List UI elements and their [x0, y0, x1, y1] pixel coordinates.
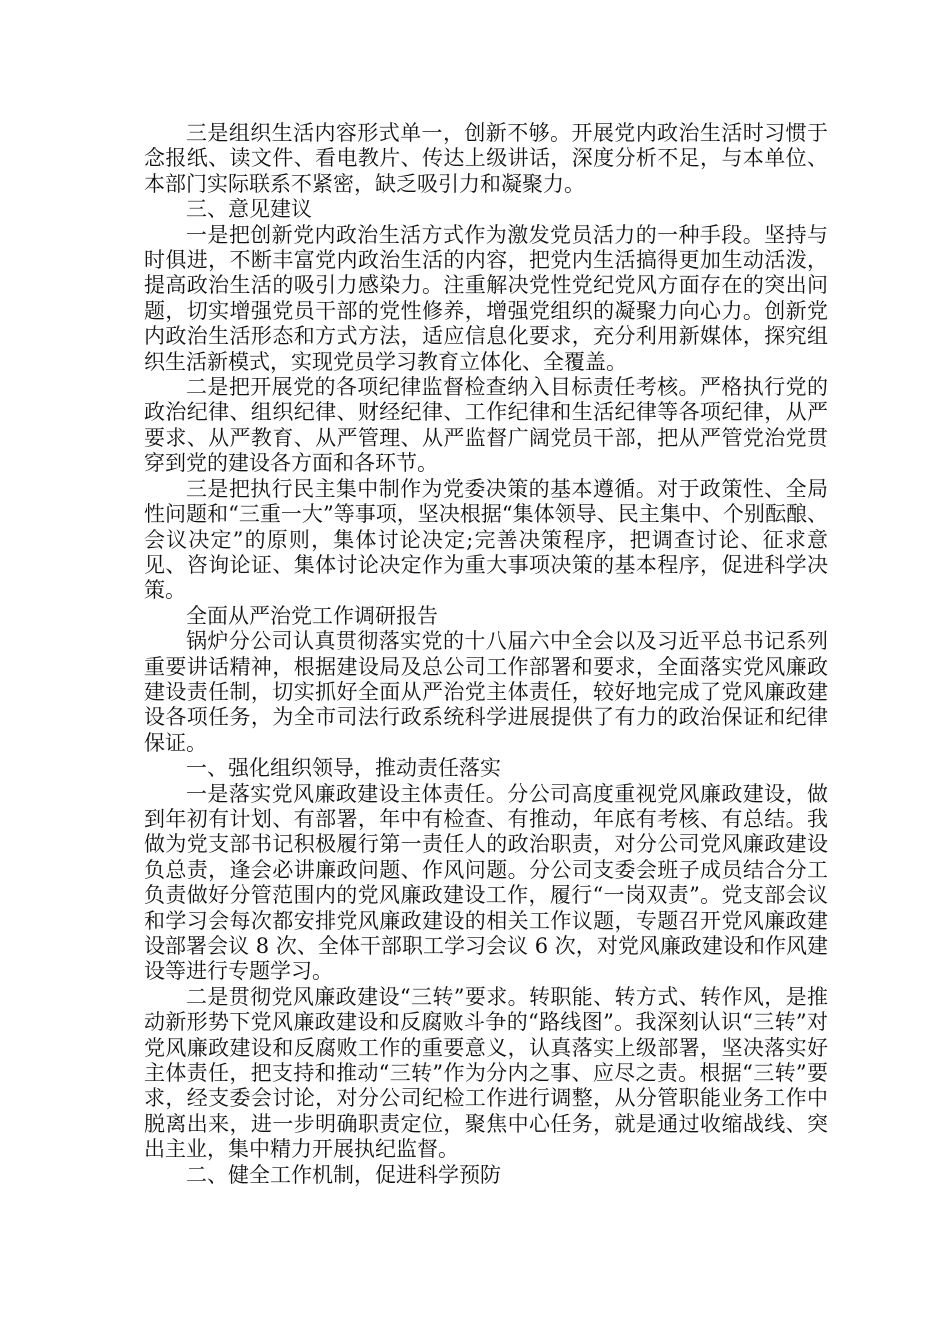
paragraph: 三是组织生活内容形式单一，创新不够。开展党内政治生活时习惯于念报纸、读文件、看电教片、传达上级讲话，深度分析不足，与本单位、本部门实际联系不紧密，缺乏吸引力和凝聚力。 — [144, 121, 828, 196]
paragraph: 锅炉分公司认真贯彻落实党的十八届六中全会以及习近平总书记系列重要讲话精神，根据建设局及总公司工作部署和要求，全面落实党风廉政建设责任制，切实抓好全面从严治党主体责任，较好地完成了党风廉政建设各项任务，为全市司法行政系统科学进展提供了有力的政治保证和纪律保证。 — [144, 629, 828, 755]
paragraph: 三是把执行民主集中制作为党委决策的基本遵循。对于政策性、全局性问题和“三重一大”等事项，坚决根据“集体领导、民主集中、个别酝酿、会议决定”的原则，集体讨论决定;完善决策程序，把调查讨论、征求意见、咨询论证、集体讨论决定作为重大事项决策的基本程序，促进科学决策。 — [144, 476, 828, 603]
paragraph: 一是落实党风廉政建设主体责任。分公司高度重视党风廉政建设，做到年初有计划、有部署，年中有检查、有推动，年底有考核、有总结。我做为党支部书记积极履行第一责任人的政治职责，对分公司党风廉政建设负总责，逢会必讲廉政问题、作风问题。分公司支委会班子成员结合分工负责做好分管范围内的党风廉政建设工作，履行“一岗双责”。党支部会议和学习会每次都安排党风廉政建设的相关工作议题，专题召开党风廉政建设部署会议 8 次、全体干部职工学习会议 6 次，对党风廉政建设和作风建设等进行专题学习。 — [144, 781, 828, 984]
paragraph: 二是贯彻党风廉政建设“三转”要求。转职能、转方式、转作风，是推动新形势下党风廉政建设和反腐败斗争的“路线图”。我深刻认识“三转”对党风廉政建设和反腐败工作的重要意义，认真落实上级部署，坚决落实好主体责任，把支持和推动“三转”作为分内之事、应尽之责。根据“三转”要求，经支委会讨论，对分公司纪检工作进行调整，从分管职能业务工作中脱离出来，进一步明确职责定位，聚焦中心任务，就是通过收缩战线、突出主业，集中精力开展执纪监督。 — [144, 984, 828, 1162]
paragraph: 一是把创新党内政治生活方式作为激发党员活力的一种手段。坚持与时俱进，不断丰富党内政治生活的内容，把党内生活搞得更加生动活泼，提高政治生活的吸引力感染力。注重解决党性党纪党风方面存在的突出问题，切实增强党员干部的党性修养，增强党组织的凝聚力向心力。创新党内政治生活形态和方式方法，适应信息化要求，充分利用新媒体，探究组织生活新模式，实现党员学习教育立体化、全覆盖。 — [144, 222, 828, 374]
paragraph: 二是把开展党的各项纪律监督检查纳入目标责任考核。严格执行党的政治纪律、组织纪律、财经纪律、工作纪律和生活纪律等各项纪律，从严要求、从严教育、从严管理、从严监督广阔党员干部，把从严管党治党贯穿到党的建设各方面和各环节。 — [144, 375, 828, 476]
section-heading: 一、强化组织领导，推动责任落实 — [186, 756, 501, 781]
section-heading: 三、意见建议 — [186, 197, 312, 222]
report-title: 全面从严治党工作调研报告 — [186, 603, 438, 628]
document-page — [144, 121, 828, 1188]
section-heading: 二、健全工作机制，促进科学预防 — [186, 1162, 501, 1187]
